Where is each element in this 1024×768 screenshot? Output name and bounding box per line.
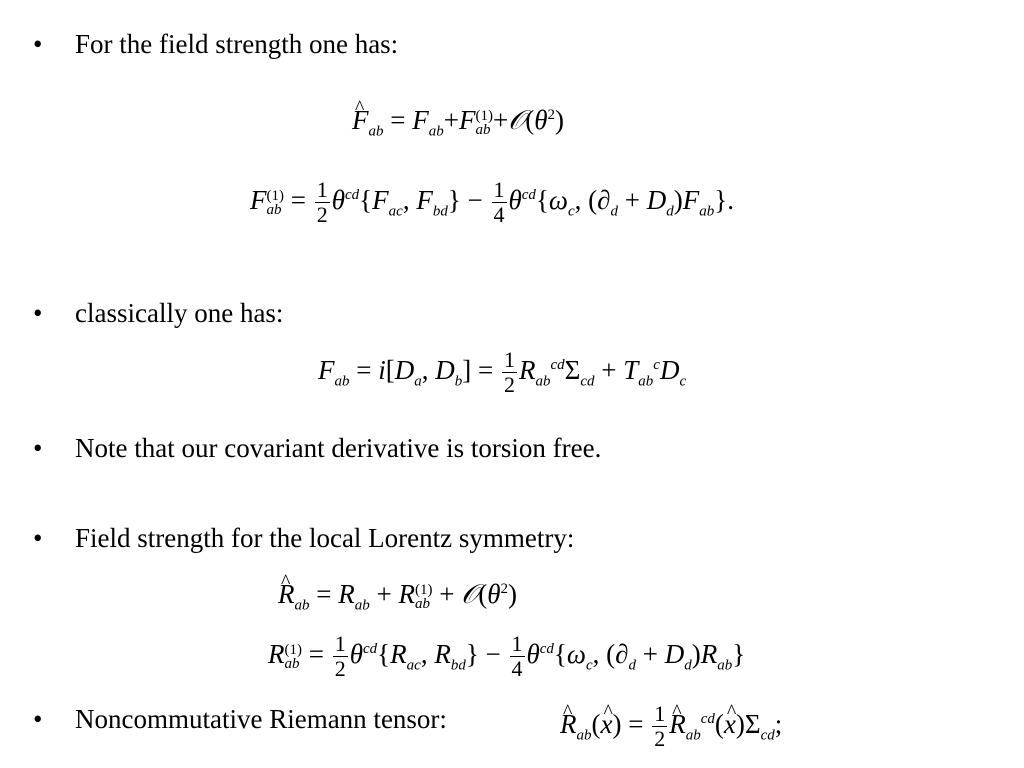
bullet-text: classically one has:	[75, 298, 284, 328]
bullet-text: Noncommutative Riemann tensor:	[75, 704, 447, 734]
equation-r-noncommutative: ^ $R_{ab}(\^{}$ x) = $\frac{1}{2}$ ^ $R_{ab}^{cd}(\^{}$ $x)\Sigma_{cd}$;	[560, 702, 782, 752]
bullet-marker: •	[33, 523, 43, 553]
bullet-text: Note that our covariant derivative is torsion free.	[75, 433, 602, 463]
bullet-marker: •	[33, 704, 43, 734]
equation-r-one: R (1) ab = $\frac{1}{2}$ $\theta^{cd}\{R_{ac}$, $R_{bd}$} − $\frac{1}{4}$ $\theta^{cd}\{\omega_c$, $(\partial_d + D_d)R_{ab}$}	[268, 631, 746, 682]
bullet-marker: •	[33, 433, 43, 463]
bullet-text: For the field strength one has:	[75, 29, 399, 59]
equation-f-one: F (1) ab = $\frac{1}{2}$ $\theta^{cd}\{F_{ac}$, $F_{bd}$} − $\frac{1}{4}$ $\theta^{cd}\{\omega_c$, $(\partial_d + D_d)F_{ab}$}.	[250, 177, 734, 228]
equation-f-classical: $F_{ab} = i[D_a$, $D_b$] = $\frac{1}{2}$ $R_{ab}^{cd}\Sigma_{cd} + T_{ab}^cD_c$	[318, 347, 687, 398]
bullet-marker: •	[33, 29, 43, 59]
bullet-text: Field strength for the local Lorentz symmetry:	[75, 523, 575, 553]
bullet-marker: •	[33, 298, 43, 328]
equation-r-hat: ^ $R_{ab} = R_{ab} + R$ (1) ab + $𝒪(\theta^2)$	[278, 572, 517, 622]
equation-f-hat: ^ $F_{ab} = F_{ab}+F$ (1) ab $+𝒪(\theta^2)$	[352, 98, 564, 148]
